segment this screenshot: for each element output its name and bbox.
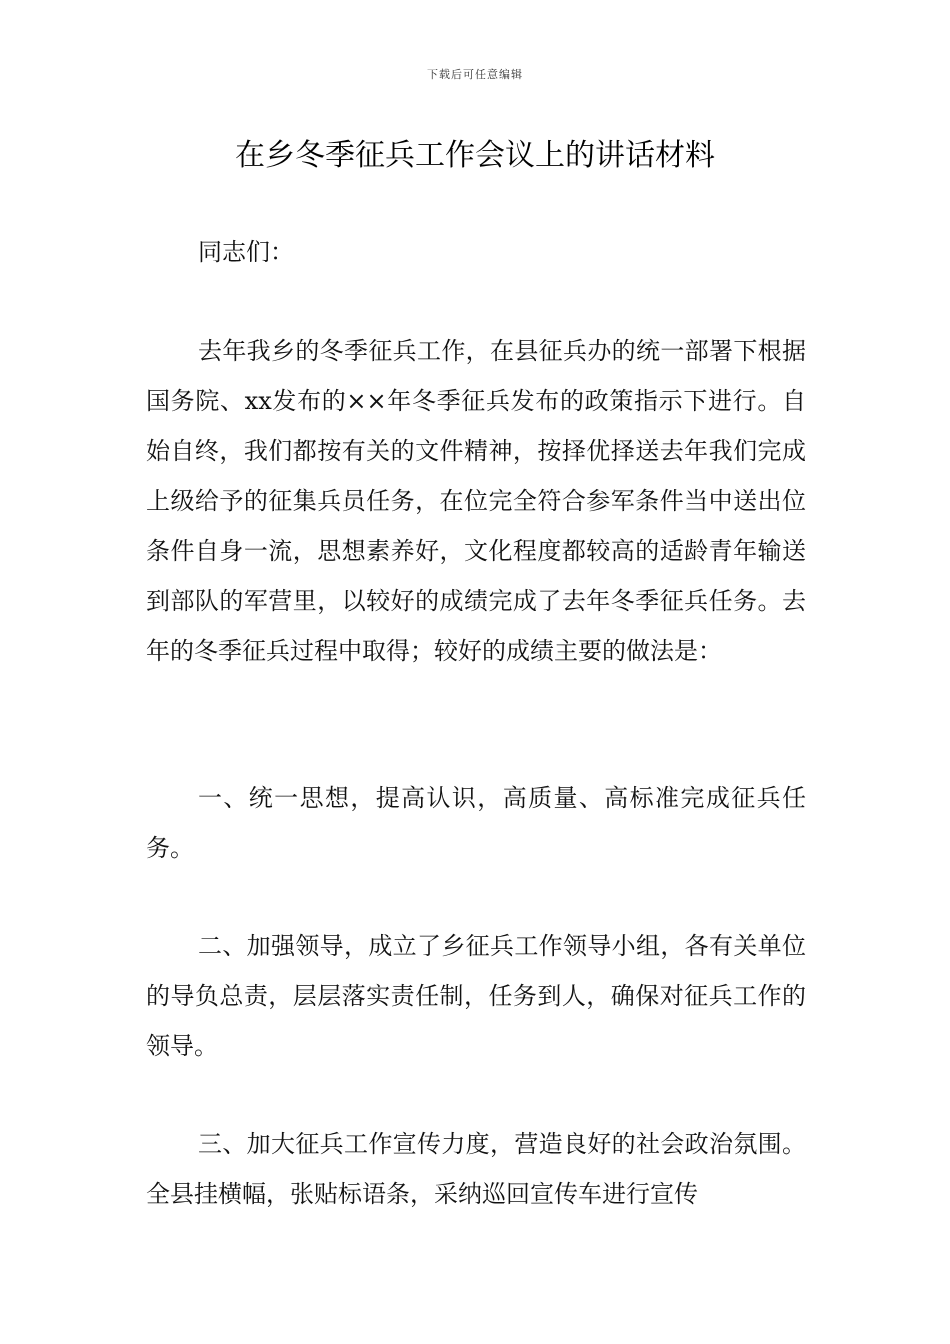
- paragraph-block-3: [146, 921, 806, 1071]
- body-paragraph: 去年我乡的冬季征兵工作，在县征兵办的统一部署下根据国务院、xx发布的××年冬季征兵发布的政策指示下进行。自始自终，我们都按有关的文件精神，按择优择送去年我们完成上级给予的征集兵员任务，在位完全符合参军条件当中送出位条件自身一流，思想素养好，文化程度都较高的适龄青年输送到部队的军营里，以较好的成绩完成了去年冬季征兵任务。去年的冬季征兵过程中取得；较好的成绩主要的做法是：: [146, 337, 806, 665]
- body-paragraph: 三、加大征兵工作宣传力度，营造良好的社会政治氛围。全县挂横幅，张贴标语条，采纳巡回宣传车进行宣传: [146, 1130, 806, 1208]
- header-note: 下载后可任意编辑: [427, 68, 523, 81]
- salutation-block: [146, 227, 806, 277]
- body-paragraph: 二、加强领导，成立了乡征兵工作领导小组，各有关单位的导负总责，层层落实责任制，任务到人，确保对征兵工作的领导。: [146, 932, 806, 1060]
- body-paragraph: 一、统一思想，提高认识，高质量、高标准完成征兵任务。: [146, 784, 806, 862]
- paragraph-block-4: [146, 1119, 806, 1219]
- page-title: 在乡冬季征兵工作会议上的讲话材料: [235, 138, 715, 173]
- salutation: 同志们：: [198, 238, 294, 266]
- paragraph-block-2: [146, 773, 806, 873]
- paragraph-block-1: [146, 326, 806, 676]
